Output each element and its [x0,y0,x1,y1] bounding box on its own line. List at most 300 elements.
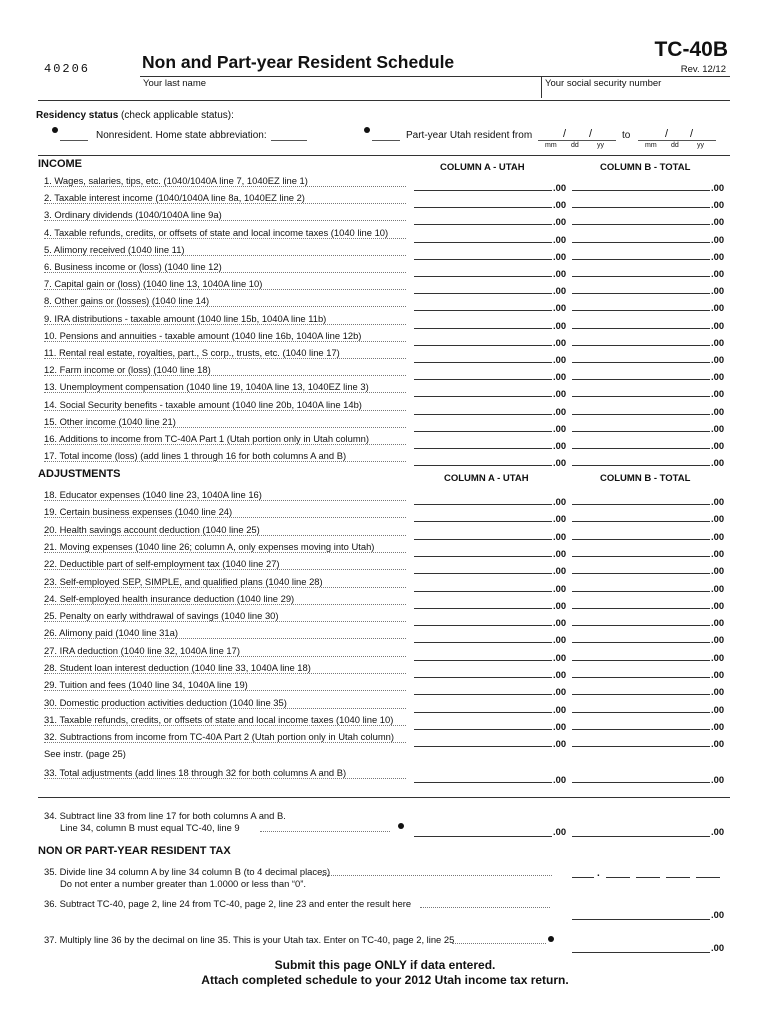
col-b-amount-field[interactable] [572,182,710,191]
col-a-amount-field[interactable] [414,600,552,609]
col-a-amount-field[interactable] [414,354,552,363]
adjustments-line-row [0,576,770,592]
col-a-amount-field[interactable] [414,440,552,449]
col-a-amount-field[interactable] [414,617,552,626]
line34-col-b-cents: .00 [711,826,725,837]
col-b-cents: .00 [711,686,725,698]
col-a-cents: .00 [553,388,567,400]
col-a-amount-field[interactable] [414,406,552,415]
col-a-cents: .00 [553,440,567,451]
line-label [44,330,408,341]
col-b-cents: .00 [711,738,725,750]
income-col-a-header: COLUMN A - UTAH [440,162,525,173]
col-b-amount-field[interactable] [572,583,710,592]
line-label [44,558,408,569]
line-label-text: 13. Unemployment compensation (1040 line 19, 1040A line 13, 1040EZ line 3) [44,381,369,393]
col-a-cents: .00 [553,302,567,314]
col-a-amount-field[interactable] [414,669,552,678]
home-state-field[interactable] [271,140,307,141]
line-label-text: 20. Health savings account deduction (1040 line 25) [44,523,260,535]
col-a-cents: .00 [553,634,567,646]
from-mm-label: mm [545,142,557,149]
col-b-amount-field[interactable] [572,199,710,208]
col-b-cents: .00 [711,216,725,228]
partyear-check-line [372,140,400,141]
col-a-amount-field[interactable] [414,583,552,592]
line-label-text: 14. Social Security benefits - taxable amount (1040 line 20b, 1040A line 14b) [44,398,362,410]
col-a-amount-field[interactable] [414,182,552,191]
line34-bullet [398,823,404,829]
col-a-amount-field[interactable] [414,216,552,225]
adjustments-line-row [0,610,770,629]
line-label-text: 7. Capital gain or (loss) (1040 line 13, 1040A line 10) [44,278,263,290]
header-rule [140,76,730,77]
footer-attach-note: Attach completed schedule to your 2012 Utah income tax return. [201,973,569,987]
col-b-amount-field[interactable] [572,457,710,466]
col-a-cents: .00 [553,582,567,594]
line35-digit-1[interactable] [606,877,630,878]
line36-leader [420,898,550,908]
col-b-amount-field[interactable] [572,388,710,397]
col-a-amount-field[interactable] [414,337,552,346]
col-a-cents: .00 [553,422,567,434]
col-b-cents: .00 [711,440,725,451]
line-label-text: 10. Pensions and annuities - taxable amount (1040 line 16b, 1040A line 12b) [44,329,362,341]
line34-col-a-field[interactable] [414,828,552,837]
line36-field[interactable] [572,911,710,920]
nonresident-check-line [60,140,88,141]
col-b-amount-field[interactable] [572,268,710,277]
col-a-amount-field[interactable] [414,388,552,397]
last-name-field[interactable] [140,80,538,98]
col-b-cents: .00 [711,457,725,469]
line35-leader [322,866,552,876]
line-label [44,399,408,410]
line36-text: 36. Subtract TC-40, page 2, line 24 from TC-40, page 2, line 23 and enter the result here [44,898,412,909]
col-a-cents: .00 [553,233,567,245]
col-a-cents: .00 [553,285,567,297]
ssn-label: Your social security number [545,78,662,89]
col-b-cents: .00 [711,354,725,365]
income-col-b-header: COLUMN B - TOTAL [600,162,691,173]
col-a-amount-field[interactable] [414,738,552,747]
col-b-amount-field[interactable] [572,600,710,609]
col-b-amount-field[interactable] [572,216,710,225]
line-label [44,697,408,708]
col-b-cents: .00 [711,669,725,680]
line-label-text: 27. IRA deduction (1040 line 32, 1040A line 17) [44,644,240,656]
adjustments-line-row [0,627,770,646]
col-a-cents: .00 [553,651,567,663]
line-label [44,662,408,673]
col-b-cents: .00 [711,634,725,646]
col-a-cents: .00 [553,617,567,629]
adjustments-line-row [0,679,770,698]
form-id: TC-40B [654,38,728,61]
col-b-cents: .00 [711,496,725,507]
line-label-text: 25. Penalty on early withdrawal of savings (1040 line 30) [44,610,279,622]
col-a-amount-field[interactable] [414,199,552,208]
col-a-cents: .00 [553,565,567,577]
col-b-cents: .00 [711,513,725,525]
col-a-amount-field[interactable] [414,634,552,643]
page-title: Non and Part-year Resident Schedule [142,52,455,72]
col-b-amount-field[interactable] [572,617,710,626]
col-a-cents: .00 [553,703,567,715]
col-b-amount-field[interactable] [572,565,710,574]
col-b-cents: .00 [711,547,725,559]
col-a-amount-field[interactable] [414,251,552,260]
line-label-text: 24. Self-employed health insurance deduction (1040 line 29) [44,592,295,604]
line-label-text: 12. Farm income or (loss) (1040 line 18) [44,364,211,376]
col-a-cents: .00 [553,774,567,785]
line34-leader [260,822,390,832]
col-b-amount-field[interactable] [572,774,710,783]
line-label [44,506,408,517]
col-a-cents: .00 [553,216,567,228]
line-label-text: 26. Alimony paid (1040 line 31a) [44,627,178,639]
line-label-text: 18. Educator expenses (1040 line 23, 1040A line 16) [44,489,262,500]
line35-digit-4[interactable] [696,877,720,878]
col-a-cents: .00 [553,336,567,348]
line-label [44,731,408,742]
col-b-amount-field[interactable] [572,354,710,363]
line-label-text: 1. Wages, salaries, tips, etc. (1040/1040A line 7, 1040EZ line 1) [44,175,308,186]
line-label [44,313,408,324]
col-a-amount-field[interactable] [414,302,552,311]
col-a-amount-field[interactable] [414,268,552,277]
last-name-label: Your last name [143,78,207,89]
line35-decimal-point: . [597,868,600,879]
line-label [44,541,408,552]
to-label: to [622,130,631,141]
line-label [44,278,408,289]
col-a-amount-field[interactable] [414,652,552,661]
line-label-text: 30. Domestic production activities deduction (1040 line 35) [44,696,287,708]
form-number: 40206 [44,62,91,76]
income-line-row [0,381,770,400]
line-label-text: 6. Business income or (loss) (1040 line 12) [44,261,222,272]
col-a-cents: .00 [553,738,567,750]
col-a-cents: .00 [553,457,567,469]
line-label [44,244,408,255]
col-b-amount-field[interactable] [572,234,710,243]
col-a-amount-field[interactable] [414,774,552,783]
line-label-text: 32. Subtractions from income from TC-40A Part 2 (Utah portion only in Utah column) [44,731,394,743]
col-a-cents: .00 [553,669,567,680]
adjustments-line-row [0,541,770,557]
col-a-amount-field[interactable] [414,285,552,294]
line-label-text: 19. Certain business expenses (1040 line 24) [44,506,233,518]
col-a-amount-field[interactable] [414,704,552,713]
line32-continuation: See instr. (page 25) [44,748,126,759]
col-a-amount-field[interactable] [414,234,552,243]
col-a-amount-field[interactable] [414,496,552,505]
col-a-cents: .00 [553,496,567,507]
income-line-row [0,416,770,432]
income-heading: INCOME [38,158,82,170]
col-b-cents: .00 [711,599,725,611]
line-label [44,524,408,535]
line-label [44,175,408,186]
line-label [44,610,408,621]
adjustments-bottom-rule [38,797,730,798]
col-b-amount-field[interactable] [572,669,710,678]
line-label [44,679,408,690]
col-a-cents: .00 [553,268,567,279]
nonpart-heading: NON OR PART-YEAR RESIDENT TAX [38,845,231,857]
col-b-cents: .00 [711,199,725,211]
line-label [44,433,408,444]
residency-heading-text: Residency status [36,110,119,121]
col-b-cents: .00 [711,302,725,314]
col-a-cents: .00 [553,199,567,211]
nonresident-label: Nonresident. Home state abbreviation: [96,130,267,141]
line-label [44,593,408,604]
income-line-row [0,399,770,415]
col-b-cents: .00 [711,336,725,348]
col-b-cents: .00 [711,617,725,629]
line35-digit-3[interactable] [666,877,690,878]
revision-label: Rev. 12/12 [680,64,726,75]
line-label [44,227,408,238]
line37-text: 37. Multiply line 36 by the decimal on line 35. This is your Utah tax. Enter on TC-40, page 2, line 25 [44,934,455,945]
col-b-cents: .00 [711,319,725,331]
from-yy-label: yy [597,142,604,149]
line-label [44,450,408,461]
residency-heading-note: (check applicable status): [121,110,234,121]
col-b-cents: .00 [711,651,725,663]
line-label-text: 28. Student loan interest deduction (1040 line 33, 1040A line 18) [44,662,311,673]
col-b-amount-field[interactable] [572,337,710,346]
adjustments-col-a-header: COLUMN A - UTAH [444,473,529,484]
col-a-amount-field[interactable] [414,548,552,557]
income-line-row [0,209,770,228]
header-divider [541,76,542,98]
line37-bullet [548,936,554,942]
line-label-text: 21. Moving expenses (1040 line 26; column A, only expenses moving into Utah) [44,540,375,552]
line35-digit-2[interactable] [636,877,660,878]
line-label-text: 5. Alimony received (1040 line 11) [44,243,185,255]
adjustments-line-row [0,731,770,750]
income-line-row [0,192,770,211]
line-label [44,261,408,272]
col-a-cents: .00 [553,250,567,262]
line-label-text: 9. IRA distributions - taxable amount (1040 line 15b, 1040A line 11b) [44,312,327,324]
from-date-field[interactable] [538,140,616,141]
from-date-slash-1: / [563,128,567,140]
col-b-cents: .00 [711,582,725,594]
adjustments-line-row [0,662,770,678]
income-line-row [0,330,770,346]
line37-cents: .00 [711,942,725,953]
line35-integer-field[interactable] [572,877,594,878]
col-a-amount-field[interactable] [414,513,552,522]
adjustments-line-row [0,489,770,505]
line-label-text: 17. Total income (loss) (add lines 1 through 16 for both columns A and B) [44,450,347,462]
from-dd-label: dd [571,142,579,149]
line-label [44,209,408,220]
to-mm-label: mm [645,142,657,149]
partyear-radio[interactable] [364,127,370,133]
adjustments-heading: ADJUSTMENTS [38,468,121,480]
col-a-cents: .00 [553,371,567,383]
line-label-text: 4. Taxable refunds, credits, or offsets of state and local income taxes (1040 line 10) [44,226,389,238]
line-label [44,381,408,392]
line-label [44,295,408,306]
col-a-amount-field[interactable] [414,686,552,695]
col-a-cents: .00 [553,547,567,559]
line-label-text: 2. Taxable interest income (1040/1040A line 8a, 1040EZ line 2) [44,192,305,204]
col-b-cents: .00 [711,233,725,245]
col-b-cents: .00 [711,250,725,262]
col-a-cents: .00 [553,599,567,611]
col-b-amount-field[interactable] [572,320,710,329]
line34-col-a-cents: .00 [553,826,567,837]
line-label-text: 16. Additions to income from TC-40A Part 1 (Utah portion only in Utah column) [44,433,369,444]
adjustments-line-row [0,714,770,730]
income-line-row [0,261,770,277]
income-line-row [0,295,770,314]
footer-submit-note: Submit this page ONLY if data entered. [274,958,496,972]
col-b-cents: .00 [711,565,725,577]
line37-field[interactable] [572,944,710,953]
line-label [44,416,408,427]
col-b-amount-field[interactable] [572,285,710,294]
line-label-text: 3. Ordinary dividends (1040/1040A line 9a) [44,209,222,221]
line35-text-2: Do not enter a number greater than 1.0000 or less than “0”. [60,878,306,889]
income-line-row [0,313,770,329]
line34-col-b-field[interactable] [572,828,710,837]
line37-leader [452,934,546,944]
to-date-slash-1: / [665,128,669,140]
col-a-amount-field[interactable] [414,565,552,574]
income-line-row [0,244,770,260]
line-label-text: 8. Other gains or (losses) (1040 line 14) [44,295,210,307]
residency-bottom-rule [38,155,730,156]
to-yy-label: yy [697,142,704,149]
line-label [44,489,408,500]
col-b-amount-field[interactable] [572,531,710,540]
line-label [44,714,408,725]
col-b-amount-field[interactable] [572,423,710,432]
col-a-cents: .00 [553,405,567,417]
adjustments-line-row [0,524,770,540]
line-label-text: 15. Other income (1040 line 21) [44,415,176,427]
line-label [44,576,408,587]
col-b-cents: .00 [711,285,725,297]
adjustments-line-row [0,697,770,713]
line-label [44,364,408,375]
col-a-amount-field[interactable] [414,320,552,329]
adjustments-col-b-header: COLUMN B - TOTAL [600,473,691,484]
col-b-amount-field[interactable] [572,721,710,730]
line-label-text: 31. Taxable refunds, credits, or offsets of state and local income taxes (1040 line 10) [44,713,394,725]
col-b-amount-field[interactable] [572,302,710,311]
line34-text-1: 34. Subtract line 33 from line 17 for both columns A and B. [44,810,286,821]
col-b-amount-field[interactable] [572,440,710,449]
line-label-text: 33. Total adjustments (add lines 18 through 32 for both columns A and B) [44,767,347,778]
col-a-cents: .00 [553,530,567,542]
col-b-cents: .00 [711,182,725,193]
to-date-slash-2: / [690,128,694,140]
to-date-field[interactable] [638,140,716,141]
to-dd-label: dd [671,142,679,149]
col-b-cents: .00 [711,405,725,417]
residency-heading [36,110,234,121]
nonresident-radio[interactable] [52,127,58,133]
col-b-amount-field[interactable] [572,406,710,415]
col-b-amount-field[interactable] [572,513,710,522]
col-b-cents: .00 [711,774,725,785]
income-line-row [0,175,770,191]
col-b-amount-field[interactable] [572,251,710,260]
col-a-cents: .00 [553,686,567,698]
line-label [44,192,408,203]
col-b-cents: .00 [711,530,725,542]
col-a-amount-field[interactable] [414,423,552,432]
col-a-amount-field[interactable] [414,371,552,380]
col-b-amount-field[interactable] [572,371,710,380]
line-label-text: 22. Deductible part of self-employment tax (1040 line 27) [44,558,280,570]
col-b-amount-field[interactable] [572,652,710,661]
income-line-row [0,227,770,243]
col-b-cents: .00 [711,388,725,400]
line-label-text: 11. Rental real estate, royalties, part., S corp., trusts, etc. (1040 line 17) [44,347,340,358]
adjustments-line-row [0,767,770,783]
adjustments-line-row [0,506,770,525]
income-line-row [0,364,770,383]
income-line-row [0,278,770,297]
income-line-row [0,450,770,469]
col-a-amount-field[interactable] [414,531,552,540]
col-b-amount-field[interactable] [572,704,710,713]
col-a-amount-field[interactable] [414,457,552,466]
adjustments-line-row [0,593,770,609]
line-label [44,767,408,778]
income-line-row [0,433,770,449]
col-b-cents: .00 [711,720,725,732]
col-b-amount-field[interactable] [572,738,710,747]
adjustments-line-row [0,645,770,661]
col-a-cents: .00 [553,354,567,365]
line-label [44,627,408,638]
col-b-amount-field[interactable] [572,634,710,643]
line-label [44,645,408,656]
line35-text-1: 35. Divide line 34 column A by line 34 column B (to 4 decimal places) [44,866,331,877]
col-b-cents: .00 [711,703,725,715]
col-a-cents: .00 [553,319,567,331]
income-line-row [0,347,770,363]
col-b-amount-field[interactable] [572,686,710,695]
col-a-cents: .00 [553,182,567,193]
col-a-cents: .00 [553,720,567,732]
partyear-label: Part-year Utah resident from [406,130,533,141]
col-a-amount-field[interactable] [414,721,552,730]
col-b-cents: .00 [711,422,725,434]
header-bottom-rule [38,100,730,101]
col-a-cents: .00 [553,513,567,525]
col-b-amount-field[interactable] [572,496,710,505]
line-label-text: 29. Tuition and fees (1040 line 34, 1040A line 19) [44,679,248,691]
ssn-field[interactable] [545,80,730,98]
adjustments-line-row [0,558,770,577]
line-label [44,347,408,358]
from-date-slash-2: / [589,128,593,140]
col-b-amount-field[interactable] [572,548,710,557]
col-b-cents: .00 [711,371,725,383]
col-b-cents: .00 [711,268,725,279]
